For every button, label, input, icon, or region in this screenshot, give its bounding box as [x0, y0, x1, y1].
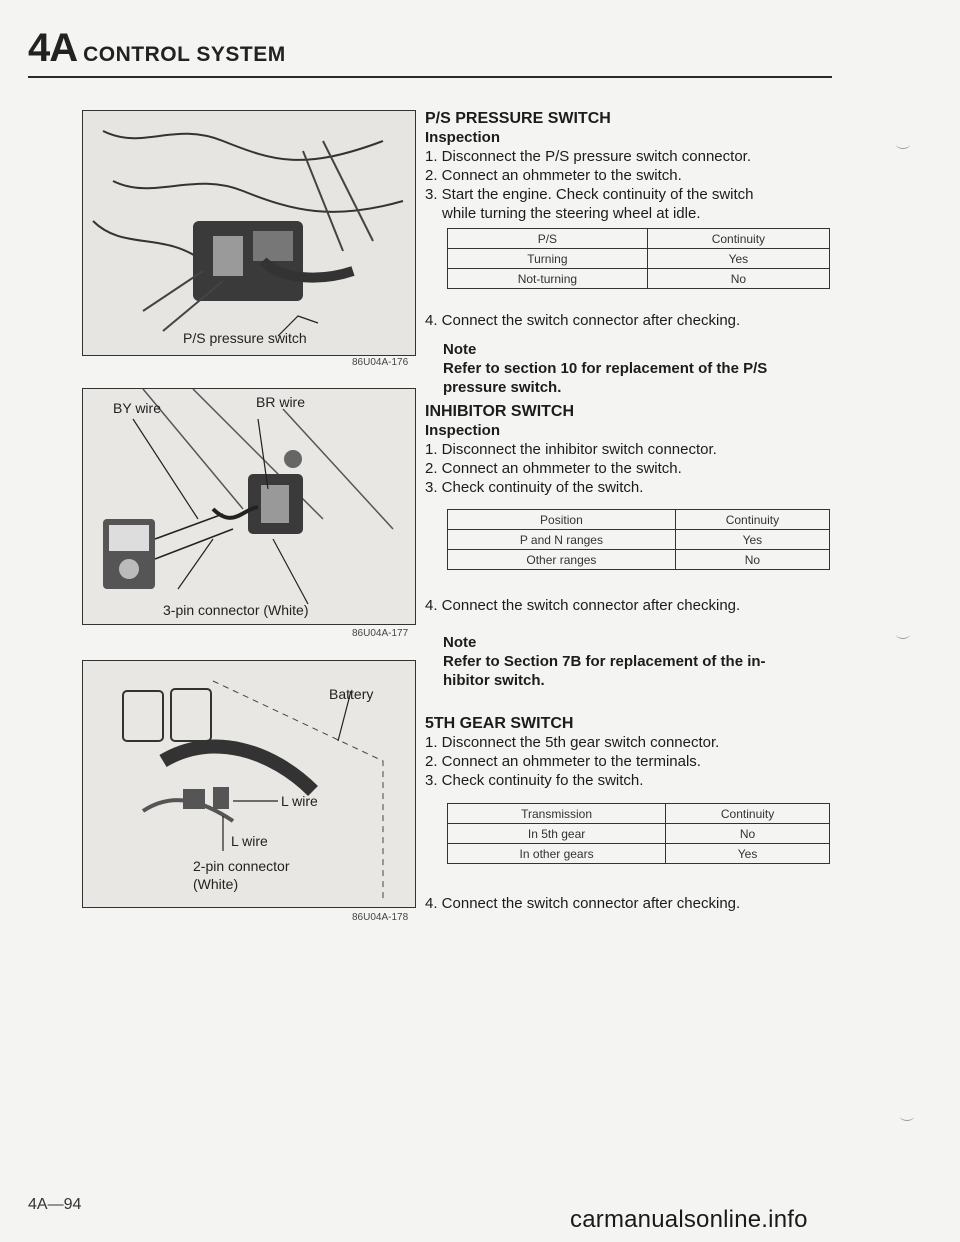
ps-continuity-table	[447, 228, 830, 289]
figure-code: 86U04A-177	[352, 628, 409, 639]
inhibitor-step-3: 3. Check continuity of the switch.	[425, 479, 644, 496]
gear5-title: 5TH GEAR SWITCH	[425, 715, 574, 732]
watermark: carmanualsonline.info	[570, 1206, 808, 1233]
ps-step-3: 3. Start the engine. Check continuity of the switch	[425, 186, 754, 203]
table-cell: No	[666, 824, 830, 844]
inhibitor-tail	[425, 596, 845, 690]
ps-note-label: Note	[443, 341, 477, 358]
label-br-wire: BR wire	[256, 394, 306, 410]
table-header: Continuity	[647, 229, 829, 249]
table-cell: P and N ranges	[448, 530, 676, 550]
ps-step-3-cont: while turning the steering wheel at idle.	[442, 205, 701, 222]
ps-subtitle: Inspection	[425, 129, 501, 146]
table-row	[448, 844, 830, 864]
table-cell: Yes	[666, 844, 830, 864]
table-header: P/S	[448, 229, 648, 249]
table-header: Continuity	[675, 510, 829, 530]
ps-title: P/S PRESSURE SWITCH	[425, 110, 611, 127]
table-cell: No	[675, 550, 829, 570]
inhibitor-section	[425, 402, 845, 497]
gear5-continuity-table	[447, 803, 830, 864]
ps-step-1: 1. Disconnect the P/S pressure switch connector.	[425, 148, 751, 165]
figure-ps-pressure-switch	[82, 110, 416, 356]
engine-bay-illustration	[83, 111, 415, 355]
gear5-step-3: 3. Check continuity fo the switch.	[425, 772, 644, 789]
ps-step-2: 2. Connect an ohmmeter to the switch.	[425, 167, 682, 184]
label-2pin-connector: 2-pin connector	[193, 858, 290, 874]
label-l-wire-upper: L wire	[281, 793, 318, 809]
table-row	[448, 510, 830, 530]
table-cell: No	[647, 269, 829, 289]
ps-tail	[425, 311, 845, 397]
table-cell: In other gears	[448, 844, 666, 864]
table-row	[448, 804, 830, 824]
inhibitor-step-2: 2. Connect an ohmmeter to the switch.	[425, 460, 682, 477]
inhibitor-note-line-1: Refer to Section 7B for replacement of the in-	[443, 653, 766, 670]
gearbox-illustration	[83, 661, 415, 907]
table-row	[448, 249, 830, 269]
ps-step-4: 4. Connect the switch connector after checking.	[425, 312, 741, 329]
gear5-step-4: 4. Connect the switch connector after checking.	[425, 895, 741, 912]
ps-note-line-2: pressure switch.	[443, 379, 562, 396]
page-number: 4A—94	[28, 1196, 82, 1213]
figure-inhibitor-switch	[82, 388, 416, 625]
section-title: CONTROL SYSTEM	[83, 43, 286, 66]
table-row	[448, 530, 830, 550]
table-cell: Yes	[647, 249, 829, 269]
table-cell: Yes	[675, 530, 829, 550]
label-ps-pressure-switch: P/S pressure switch	[183, 330, 307, 346]
inhibitor-step-1: 1. Disconnect the inhibitor switch connector.	[425, 441, 717, 458]
ps-note-line-1: Refer to section 10 for replacement of the P/S	[443, 360, 768, 377]
inhibitor-note-label: Note	[443, 634, 477, 651]
margin-mark	[896, 140, 910, 149]
gear5-step-1: 1. Disconnect the 5th gear switch connector.	[425, 734, 720, 751]
gear5-tail	[425, 894, 845, 913]
table-row	[448, 229, 830, 249]
figure-code: 86U04A-176	[352, 357, 409, 368]
label-3pin-connector: 3-pin connector (White)	[163, 602, 309, 618]
table-cell: Other ranges	[448, 550, 676, 570]
gear5-step-2: 2. Connect an ohmmeter to the terminals.	[425, 753, 701, 770]
header-rule	[28, 76, 832, 78]
table-header: Transmission	[448, 804, 666, 824]
table-header: Continuity	[666, 804, 830, 824]
table-cell: Turning	[448, 249, 648, 269]
gear5-section	[425, 714, 845, 790]
label-by-wire: BY wire	[113, 400, 161, 416]
table-cell: In 5th gear	[448, 824, 666, 844]
section-number: 4A	[28, 26, 78, 70]
inhibitor-continuity-table	[447, 509, 830, 570]
table-row	[448, 550, 830, 570]
label-white: (White)	[193, 876, 239, 892]
table-row	[448, 269, 830, 289]
ohmmeter-illustration	[83, 389, 415, 624]
table-header: Position	[448, 510, 676, 530]
inhibitor-title: INHIBITOR SWITCH	[425, 403, 575, 420]
table-row	[448, 824, 830, 844]
label-l-wire-lower: L wire	[231, 833, 268, 849]
figure-5th-gear-switch	[82, 660, 416, 908]
inhibitor-step-4: 4. Connect the switch connector after checking.	[425, 597, 741, 614]
section-header	[28, 26, 286, 71]
label-battery: Battery	[329, 686, 374, 702]
table-cell: Not-turning	[448, 269, 648, 289]
margin-mark	[900, 1112, 914, 1121]
inhibitor-note-line-2: hibitor switch.	[443, 672, 545, 689]
margin-mark	[896, 630, 910, 639]
ps-section	[425, 109, 845, 223]
figure-code: 86U04A-178	[352, 912, 409, 923]
inhibitor-subtitle: Inspection	[425, 422, 501, 439]
